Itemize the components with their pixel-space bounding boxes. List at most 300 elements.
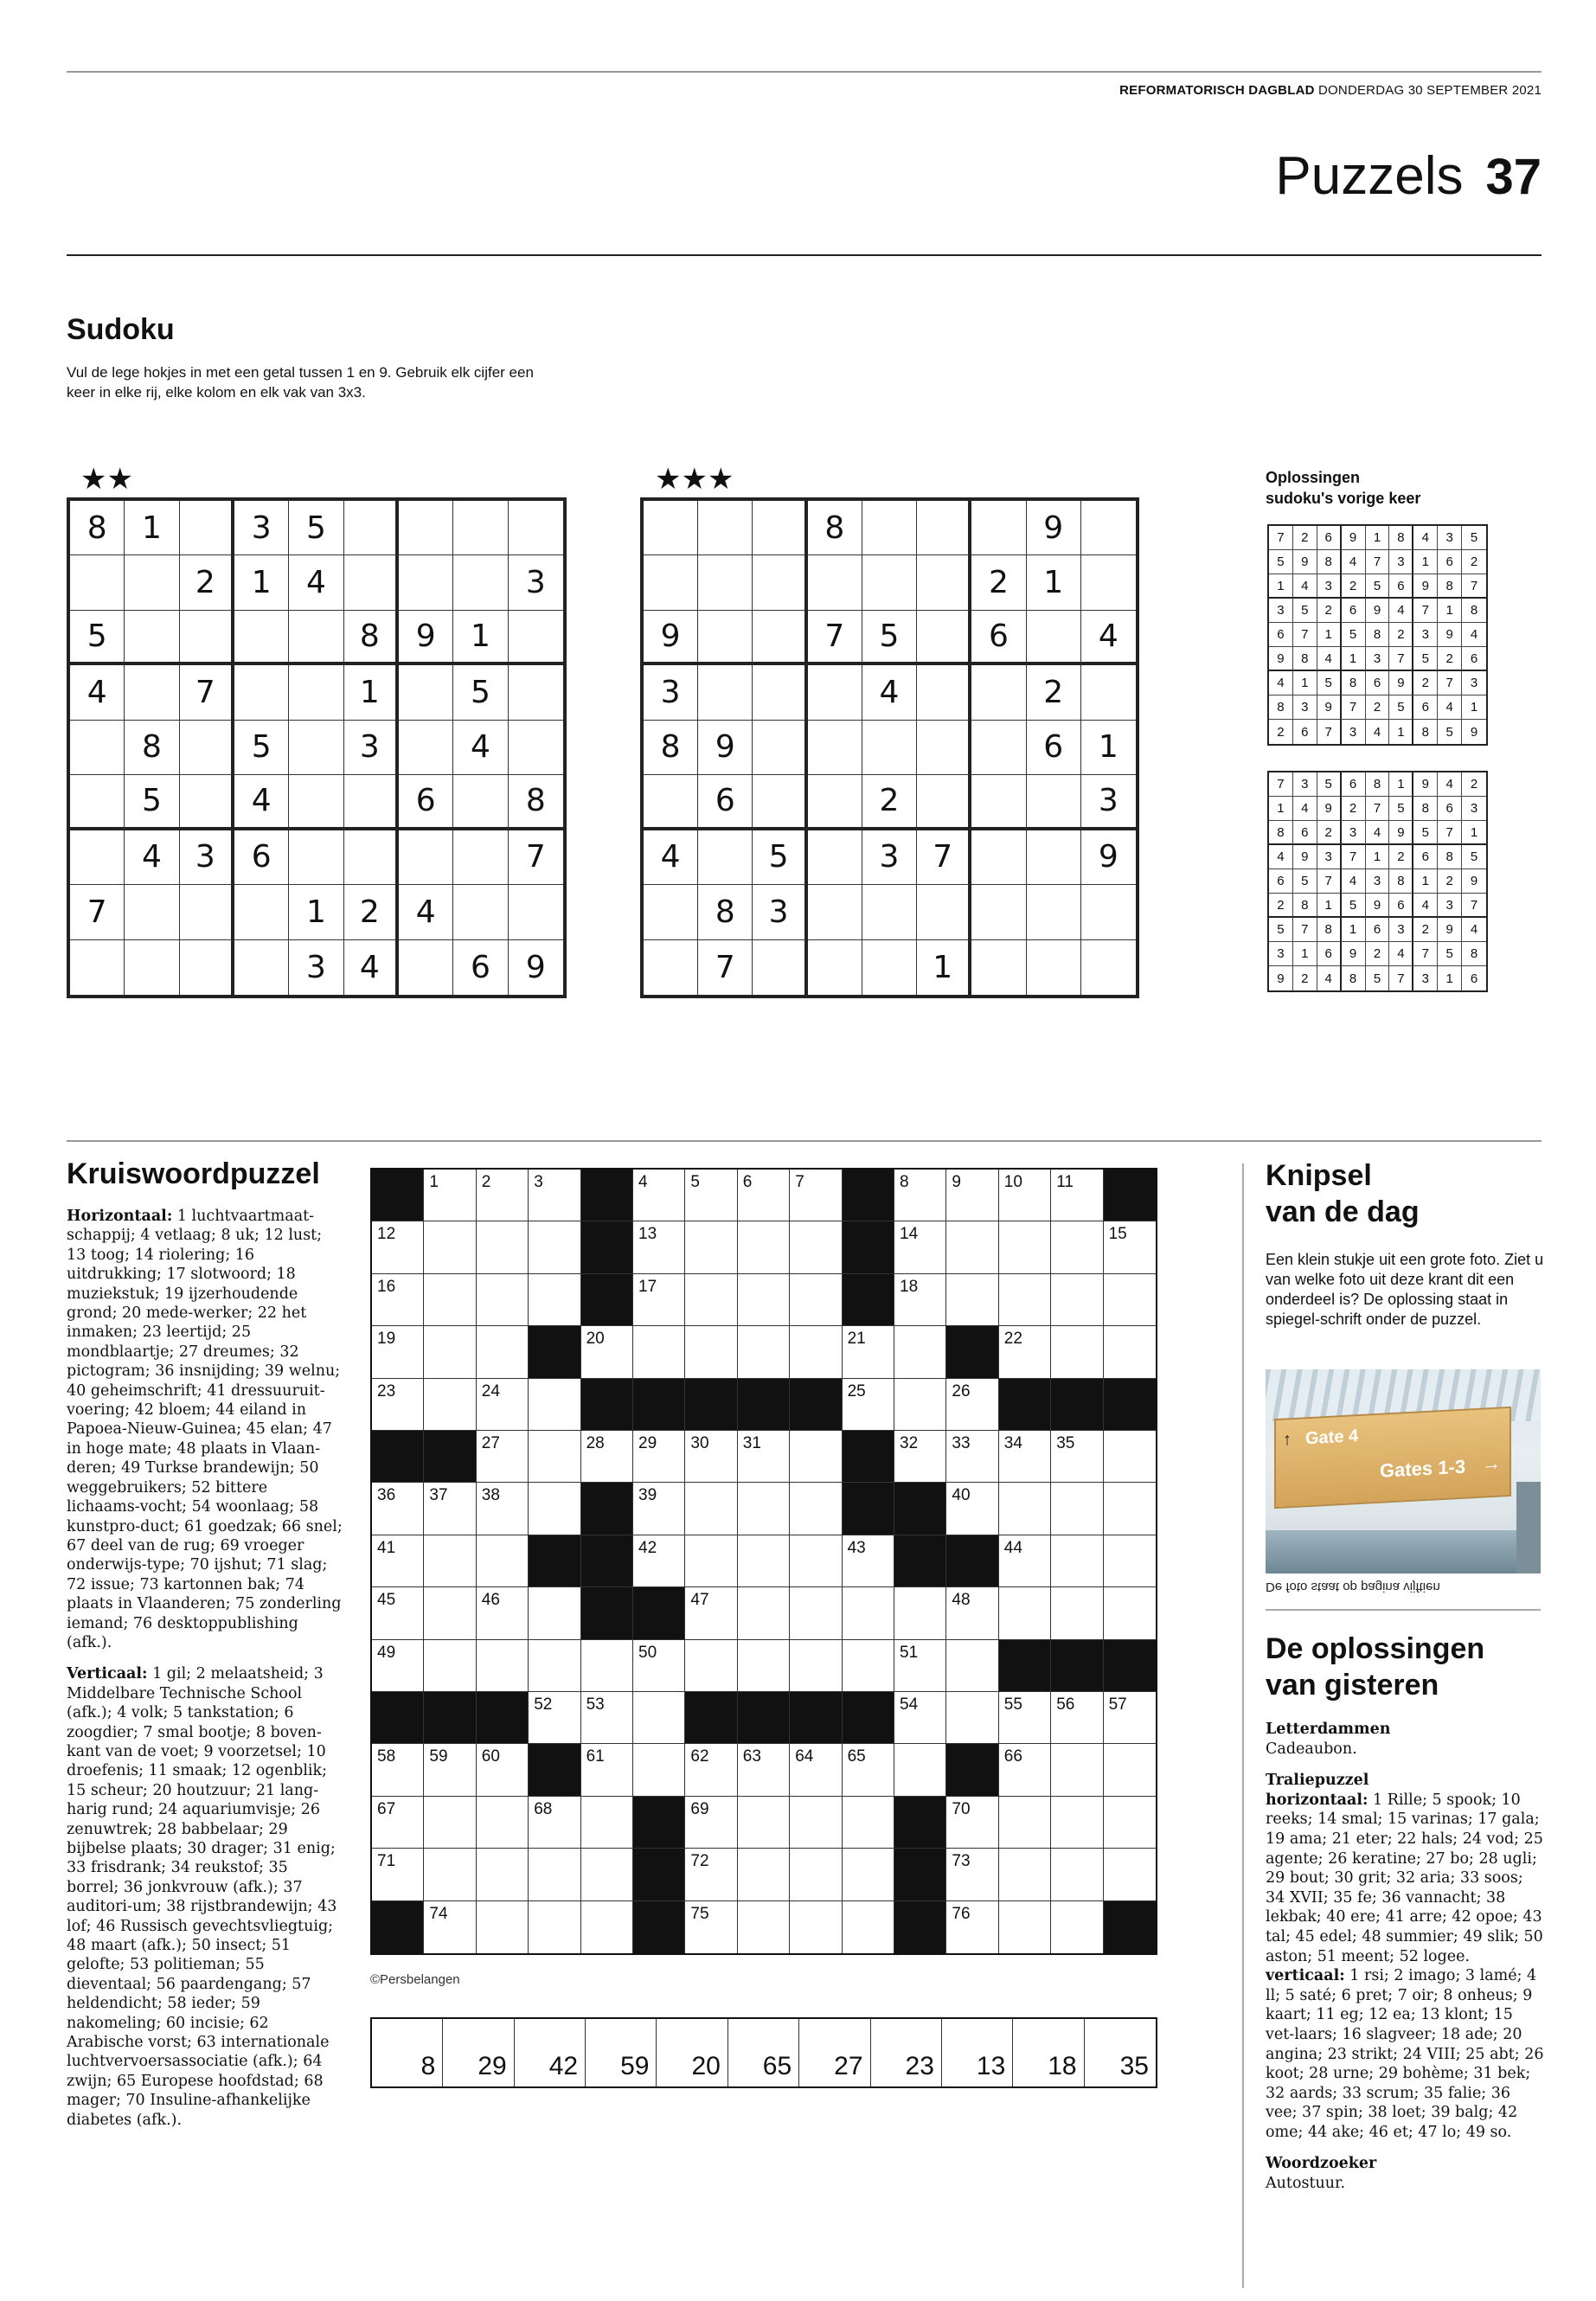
crossword-cell[interactable]: [477, 1170, 529, 1221]
crossword-cell[interactable]: [372, 1274, 424, 1326]
sudoku-easy-cell[interactable]: [125, 665, 179, 720]
crossword-cell[interactable]: [581, 1431, 633, 1483]
sudoku-easy-cell[interactable]: [399, 721, 453, 775]
sudoku-hard-cell[interactable]: [971, 665, 1026, 720]
crossword-cell[interactable]: [424, 1744, 476, 1796]
crossword-cell[interactable]: [738, 1797, 790, 1849]
sudoku-hard-cell[interactable]: [1081, 940, 1136, 995]
crossword-cell[interactable]: [946, 1221, 998, 1273]
crossword-cell[interactable]: [477, 1744, 529, 1796]
solution-letter-cell[interactable]: 35: [1119, 2052, 1149, 2080]
crossword-cell[interactable]: [581, 1849, 633, 1900]
solution-letter-cell[interactable]: 27: [799, 2019, 870, 2086]
crossword-cell[interactable]: [685, 1431, 737, 1483]
crossword-cell[interactable]: [738, 1170, 790, 1221]
crossword-cell[interactable]: [843, 1326, 894, 1378]
sudoku-hard-cell: 4: [1081, 611, 1136, 665]
sudoku-easy-cell[interactable]: [234, 940, 289, 995]
sudoku-easy-cell[interactable]: [344, 501, 399, 555]
crossword-cell[interactable]: [477, 1587, 529, 1639]
sudoku-hard-cell[interactable]: [753, 501, 807, 555]
sudoku-hard-cell[interactable]: [971, 940, 1026, 995]
sudoku-hard-cell[interactable]: [971, 830, 1026, 885]
sudoku-easy-cell[interactable]: [70, 555, 125, 610]
crossword-cell[interactable]: [477, 1431, 529, 1483]
sudoku-easy-cell[interactable]: [125, 885, 179, 939]
sudoku-hard-cell[interactable]: [971, 501, 1026, 555]
crossword-cell[interactable]: [685, 1901, 737, 1953]
crossword-cell[interactable]: [633, 1326, 685, 1378]
sudoku-easy-cell[interactable]: [399, 830, 453, 885]
crossword-cell[interactable]: [529, 1692, 580, 1744]
crossword-cell[interactable]: [372, 1849, 424, 1900]
crossword-cell[interactable]: [894, 1640, 946, 1692]
crossword-cell[interactable]: [1051, 1849, 1103, 1900]
crossword-cell[interactable]: [946, 1483, 998, 1535]
crossword-cell[interactable]: [738, 1221, 790, 1273]
sudoku-hard-cell[interactable]: [644, 775, 698, 830]
crossword-cell[interactable]: [894, 1744, 946, 1796]
crossword-cell[interactable]: [790, 1535, 842, 1587]
crossword-cell[interactable]: [424, 1379, 476, 1431]
sudoku-hard-cell[interactable]: [644, 501, 698, 555]
crossword-cell[interactable]: [843, 1535, 894, 1587]
sudoku-easy-cell: 1: [344, 665, 399, 720]
sudoku-hard-cell[interactable]: [862, 501, 917, 555]
sudoku-easy-cell[interactable]: [509, 501, 563, 555]
crossword-cell[interactable]: [843, 1640, 894, 1692]
sudoku-hard-cell[interactable]: [1027, 885, 1081, 939]
crossword-cell[interactable]: [790, 1170, 842, 1221]
clue-number: 69: [690, 1799, 709, 1818]
crossword-cell[interactable]: [685, 1744, 737, 1796]
crossword-cell[interactable]: [424, 1170, 476, 1221]
solution2-cell: 3: [1389, 918, 1413, 942]
crossword-cell[interactable]: [738, 1587, 790, 1639]
sudoku-easy-cell[interactable]: [399, 940, 453, 995]
sudoku-easy-cell[interactable]: [234, 611, 289, 665]
crossword-cell[interactable]: [424, 1797, 476, 1849]
crossword-cell[interactable]: [685, 1640, 737, 1692]
crossword-cell[interactable]: [894, 1326, 946, 1378]
crossword-cell[interactable]: [1104, 1274, 1156, 1326]
crossword-cell[interactable]: [1051, 1221, 1103, 1273]
sudoku-hard-cell[interactable]: [808, 555, 862, 610]
sudoku-hard-cell[interactable]: [808, 665, 862, 720]
crossword-cell[interactable]: [946, 1901, 998, 1953]
crossword-cell[interactable]: [477, 1901, 529, 1953]
sudoku-hard-cell[interactable]: [862, 885, 917, 939]
crossword-cell[interactable]: [1051, 1797, 1103, 1849]
crossword-cell[interactable]: [946, 1431, 998, 1483]
crossword-cell[interactable]: [738, 1274, 790, 1326]
crossword-cell[interactable]: [946, 1692, 998, 1744]
crossword-cell[interactable]: [372, 1483, 424, 1535]
sign-gates13: Gates 1-3: [1380, 1455, 1466, 1482]
sudoku-hard-cell[interactable]: [917, 665, 971, 720]
sudoku-easy-cell[interactable]: [70, 775, 125, 830]
sudoku-hard-cell[interactable]: [1081, 665, 1136, 720]
crossword-cell[interactable]: [581, 1326, 633, 1378]
sudoku-easy-cell[interactable]: [509, 665, 563, 720]
sudoku-hard-cell[interactable]: [753, 665, 807, 720]
crossword-cell[interactable]: [790, 1797, 842, 1849]
sudoku-easy-cell[interactable]: [289, 775, 343, 830]
sudoku-hard-cell[interactable]: [862, 721, 917, 775]
sudoku-hard-cell[interactable]: [1081, 501, 1136, 555]
crossword-cell[interactable]: [738, 1431, 790, 1483]
crossword-cell[interactable]: [738, 1640, 790, 1692]
crossword-cell[interactable]: [790, 1587, 842, 1639]
crossword-cell[interactable]: [946, 1587, 998, 1639]
solution-letter-cell[interactable]: 20: [657, 2019, 727, 2086]
crossword-cell[interactable]: [946, 1849, 998, 1900]
solution-letter-cell[interactable]: 59: [586, 2019, 657, 2086]
sudoku-hard-cell[interactable]: [753, 721, 807, 775]
crossword-cell[interactable]: [372, 1535, 424, 1587]
crossword-cell[interactable]: [685, 1221, 737, 1273]
crossword-cell[interactable]: [424, 1483, 476, 1535]
crossword-cell[interactable]: [685, 1483, 737, 1535]
sudoku-easy-cell[interactable]: [70, 830, 125, 885]
crossword-cell[interactable]: [424, 1326, 476, 1378]
crossword-cell[interactable]: [424, 1221, 476, 1273]
sudoku-easy-cell[interactable]: [180, 775, 234, 830]
crossword-cell[interactable]: [843, 1379, 894, 1431]
crossword-cell[interactable]: [529, 1379, 580, 1431]
crossword-cell[interactable]: [894, 1274, 946, 1326]
solution2-cell: 6: [1438, 797, 1462, 821]
crossword-cell[interactable]: [1104, 1587, 1156, 1639]
sudoku-easy-cell[interactable]: [344, 830, 399, 885]
sudoku-hard-cell[interactable]: [971, 775, 1026, 830]
sudoku-hard-cell[interactable]: [698, 555, 753, 610]
crossword-cell[interactable]: [790, 1640, 842, 1692]
sudoku-easy-cell[interactable]: [509, 721, 563, 775]
crossword-cell[interactable]: [1104, 1797, 1156, 1849]
crossword-cell[interactable]: [581, 1744, 633, 1796]
crossword-cell[interactable]: [999, 1535, 1051, 1587]
crossword-cell[interactable]: [424, 1274, 476, 1326]
sudoku-easy-cell[interactable]: [125, 940, 179, 995]
crossword-cell[interactable]: [1104, 1535, 1156, 1587]
crossword-cell[interactable]: [790, 1274, 842, 1326]
crossword-cell[interactable]: [946, 1274, 998, 1326]
solution-letter-cell[interactable]: 18: [1013, 2019, 1084, 2086]
crossword-cell[interactable]: [477, 1849, 529, 1900]
solution-letter-cell[interactable]: 13: [942, 2019, 1013, 2086]
crossword-cell[interactable]: [685, 1170, 737, 1221]
sudoku-hard-cell[interactable]: [753, 775, 807, 830]
sudoku-easy-cell[interactable]: [180, 940, 234, 995]
crossword-cell[interactable]: [477, 1274, 529, 1326]
sudoku-hard-cell[interactable]: [698, 611, 753, 665]
sudoku-hard-cell[interactable]: [808, 940, 862, 995]
crossword-cell[interactable]: [999, 1797, 1051, 1849]
sudoku-hard-cell[interactable]: [1027, 775, 1081, 830]
sudoku-hard-cell[interactable]: [917, 775, 971, 830]
crossword-cell[interactable]: [1104, 1849, 1156, 1900]
sudoku-hard-cell[interactable]: [917, 555, 971, 610]
sudoku-easy-cell[interactable]: [453, 555, 508, 610]
crossword-cell[interactable]: [372, 1587, 424, 1639]
crossword-cell[interactable]: [529, 1431, 580, 1483]
crossword-cell[interactable]: [738, 1744, 790, 1796]
solution-letter-cell[interactable]: 29: [443, 2019, 514, 2086]
sudoku-easy-cell[interactable]: [289, 830, 343, 885]
sudoku-hard-cell[interactable]: [698, 830, 753, 885]
sudoku-hard-cell[interactable]: [1027, 611, 1081, 665]
crossword-cell[interactable]: [633, 1274, 685, 1326]
sudoku-easy-cell[interactable]: [344, 555, 399, 610]
sudoku-easy-cell[interactable]: [70, 940, 125, 995]
crossword-cell[interactable]: [633, 1431, 685, 1483]
crossword-cell[interactable]: [424, 1849, 476, 1900]
crossword-cell[interactable]: [1051, 1535, 1103, 1587]
crossword-cell[interactable]: [529, 1221, 580, 1273]
crossword-cell[interactable]: [529, 1640, 580, 1692]
crossword-cell[interactable]: [372, 1326, 424, 1378]
crossword-cell[interactable]: [999, 1849, 1051, 1900]
crossword-cell[interactable]: [790, 1483, 842, 1535]
crossword-cell[interactable]: [1104, 1221, 1156, 1273]
crossword-cell[interactable]: [894, 1587, 946, 1639]
sudoku-hard-cell[interactable]: [1027, 830, 1081, 885]
knipsel-title: [1266, 1157, 1420, 1230]
crossword-cell[interactable]: [1104, 1326, 1156, 1378]
crossword-cell[interactable]: [999, 1221, 1051, 1273]
crossword-cell[interactable]: [424, 1640, 476, 1692]
sudoku-hard-cell[interactable]: [644, 885, 698, 939]
solution-letter-cell[interactable]: 8: [372, 2019, 443, 2086]
crossword-cell[interactable]: [738, 1535, 790, 1587]
sudoku-easy-cell[interactable]: [180, 885, 234, 939]
sudoku-easy-cell[interactable]: [453, 885, 508, 939]
sudoku-grid-hard: [640, 497, 1139, 998]
crossword-cell[interactable]: [843, 1744, 894, 1796]
crossword-cell[interactable]: [685, 1797, 737, 1849]
sudoku-easy-cell[interactable]: [509, 885, 563, 939]
sudoku-hard-cell[interactable]: [917, 501, 971, 555]
crossword-cell[interactable]: [790, 1221, 842, 1273]
crossword-cell[interactable]: [1051, 1901, 1103, 1953]
crossword-cell[interactable]: [738, 1849, 790, 1900]
sudoku-hard-cell[interactable]: [753, 611, 807, 665]
crossword-cell[interactable]: [477, 1797, 529, 1849]
crossword-cell[interactable]: [999, 1274, 1051, 1326]
crossword-cell[interactable]: [1051, 1483, 1103, 1535]
sudoku-hard-cell[interactable]: [808, 885, 862, 939]
crossword-cell[interactable]: [738, 1326, 790, 1378]
crossword-cell[interactable]: [581, 1901, 633, 1953]
crossword-black-cell: [633, 1797, 685, 1849]
sudoku-hard-cell[interactable]: [971, 721, 1026, 775]
sudoku-easy-cell[interactable]: [289, 665, 343, 720]
crossword-cell[interactable]: [894, 1221, 946, 1273]
sign-arrow-up-icon: ↑: [1283, 1430, 1292, 1450]
crossword-cell[interactable]: [529, 1797, 580, 1849]
crossword-cell[interactable]: [477, 1379, 529, 1431]
crossword-cell[interactable]: [946, 1797, 998, 1849]
sudoku-easy-cell[interactable]: [344, 775, 399, 830]
sudoku-hard-cell[interactable]: [808, 721, 862, 775]
sudoku-easy-cell[interactable]: [289, 721, 343, 775]
sudoku-easy-cell[interactable]: [453, 830, 508, 885]
crossword-cell[interactable]: [424, 1587, 476, 1639]
crossword-cell[interactable]: [946, 1379, 998, 1431]
crossword-cell[interactable]: [843, 1849, 894, 1900]
crossword-cell[interactable]: [477, 1326, 529, 1378]
solution-letter-cell[interactable]: 65: [728, 2019, 799, 2086]
crossword-cell[interactable]: [894, 1431, 946, 1483]
crossword-cell[interactable]: [1051, 1587, 1103, 1639]
crossword-cell[interactable]: [372, 1640, 424, 1692]
crossword-cell[interactable]: [424, 1535, 476, 1587]
crossword-cell[interactable]: [790, 1326, 842, 1378]
solution-letter-cell[interactable]: 23: [871, 2019, 942, 2086]
crossword-cell[interactable]: [790, 1901, 842, 1953]
crossword-cell[interactable]: [1104, 1692, 1156, 1744]
crossword-cell[interactable]: [685, 1849, 737, 1900]
sudoku-hard-cell[interactable]: [862, 555, 917, 610]
crossword-cell[interactable]: [1051, 1431, 1103, 1483]
crossword-cell[interactable]: [843, 1901, 894, 1953]
crossword-cell[interactable]: [999, 1692, 1051, 1744]
crossword-cell[interactable]: [999, 1170, 1051, 1221]
crossword-cell[interactable]: [1104, 1431, 1156, 1483]
sudoku-hard-cell[interactable]: [1081, 555, 1136, 610]
sudoku-easy-cell[interactable]: [399, 665, 453, 720]
crossword-cell[interactable]: [529, 1849, 580, 1900]
sudoku-hard-cell[interactable]: [644, 940, 698, 995]
crossword-cell[interactable]: [633, 1535, 685, 1587]
crossword-cell[interactable]: [894, 1379, 946, 1431]
crossword-cell[interactable]: [999, 1431, 1051, 1483]
crossword-cell[interactable]: [685, 1535, 737, 1587]
sudoku-hard-cell[interactable]: [917, 721, 971, 775]
crossword-cell[interactable]: [1051, 1274, 1103, 1326]
crossword-cell[interactable]: [999, 1901, 1051, 1953]
sudoku-easy-cell[interactable]: [289, 611, 343, 665]
crossword-cell[interactable]: [790, 1744, 842, 1796]
sudoku-hard-cell[interactable]: [1027, 940, 1081, 995]
crossword-cell[interactable]: [1104, 1483, 1156, 1535]
sudoku-easy-cell[interactable]: [125, 555, 179, 610]
sudoku-hard-cell[interactable]: [1081, 885, 1136, 939]
sudoku-hard-cell[interactable]: [808, 775, 862, 830]
sudoku-hard-cell[interactable]: [917, 611, 971, 665]
crossword-cell[interactable]: [685, 1587, 737, 1639]
sudoku-hard-cell[interactable]: [862, 940, 917, 995]
crossword-cell[interactable]: [685, 1326, 737, 1378]
sudoku-easy-cell[interactable]: [125, 611, 179, 665]
crossword-cell[interactable]: [894, 1692, 946, 1744]
sudoku-hard-cell[interactable]: [753, 555, 807, 610]
crossword-cell[interactable]: [999, 1587, 1051, 1639]
crossword-cell[interactable]: [477, 1483, 529, 1535]
crossword-cell[interactable]: [581, 1797, 633, 1849]
crossword-cell[interactable]: [633, 1483, 685, 1535]
solution1-cell: 8: [1269, 695, 1293, 720]
crossword-cell[interactable]: [372, 1379, 424, 1431]
crossword-cell[interactable]: [946, 1640, 998, 1692]
sudoku-easy-cell[interactable]: [180, 501, 234, 555]
crossword-cell[interactable]: [529, 1274, 580, 1326]
sudoku-easy-cell[interactable]: [70, 721, 125, 775]
crossword-cell[interactable]: [529, 1483, 580, 1535]
sudoku-easy-cell[interactable]: [180, 721, 234, 775]
sudoku-easy-cell[interactable]: [399, 501, 453, 555]
crossword-cell[interactable]: [1051, 1326, 1103, 1378]
crossword-cell[interactable]: [372, 1744, 424, 1796]
sudoku-easy-cell[interactable]: [399, 555, 453, 610]
crossword-cell[interactable]: [999, 1744, 1051, 1796]
crossword-cell[interactable]: [581, 1640, 633, 1692]
crossword-cell[interactable]: [633, 1640, 685, 1692]
crossword-cell[interactable]: [1051, 1744, 1103, 1796]
sudoku-hard-cell[interactable]: [917, 885, 971, 939]
crossword-cell[interactable]: [633, 1221, 685, 1273]
crossword-cell[interactable]: [843, 1587, 894, 1639]
sudoku-easy-cell[interactable]: [453, 501, 508, 555]
clue-number: 5: [690, 1173, 700, 1191]
crossword-cell[interactable]: [372, 1221, 424, 1273]
solution2-cell: 3: [1462, 797, 1486, 821]
crossword-cell[interactable]: [1104, 1744, 1156, 1796]
sudoku-easy-cell[interactable]: [180, 611, 234, 665]
crossword-cell[interactable]: [894, 1170, 946, 1221]
crossword-cell[interactable]: [946, 1170, 998, 1221]
crossword-cell[interactable]: [1051, 1692, 1103, 1744]
crossword-cell[interactable]: [999, 1483, 1051, 1535]
sudoku-easy-cell[interactable]: [234, 885, 289, 939]
sudoku-hard-cell[interactable]: [644, 555, 698, 610]
clue-number: 14: [900, 1225, 919, 1244]
crossword-cell[interactable]: [529, 1170, 580, 1221]
sudoku-easy-cell[interactable]: [453, 775, 508, 830]
sudoku-hard-cell[interactable]: [971, 885, 1026, 939]
crossword-cell[interactable]: [1051, 1170, 1103, 1221]
sudoku-easy-cell[interactable]: [509, 611, 563, 665]
crossword-cell[interactable]: [843, 1797, 894, 1849]
crossword-cell[interactable]: [738, 1901, 790, 1953]
crossword-cell[interactable]: [633, 1170, 685, 1221]
sudoku-hard-cell[interactable]: [753, 940, 807, 995]
crossword-cell[interactable]: [581, 1692, 633, 1744]
crossword-cell[interactable]: [633, 1692, 685, 1744]
crossword-cell[interactable]: [685, 1274, 737, 1326]
crossword-cell[interactable]: [372, 1797, 424, 1849]
sudoku-hard-cell[interactable]: [698, 501, 753, 555]
crossword-cell[interactable]: [529, 1587, 580, 1639]
sudoku-hard-cell[interactable]: [808, 830, 862, 885]
crossword-cell[interactable]: [529, 1901, 580, 1953]
crossword-cell[interactable]: [790, 1431, 842, 1483]
crossword-cell[interactable]: [477, 1535, 529, 1587]
crossword-cell[interactable]: [633, 1744, 685, 1796]
crossword-cell[interactable]: [790, 1849, 842, 1900]
crossword-cell[interactable]: [738, 1483, 790, 1535]
crossword-cell[interactable]: [477, 1221, 529, 1273]
crossword-cell[interactable]: [999, 1326, 1051, 1378]
sudoku-easy-cell[interactable]: [234, 665, 289, 720]
solution2-cell: 9: [1317, 797, 1342, 821]
sudoku-hard-cell[interactable]: [698, 665, 753, 720]
crossword-cell[interactable]: [424, 1901, 476, 1953]
crossword-cell[interactable]: [477, 1640, 529, 1692]
solution1-cell: 9: [1317, 695, 1342, 720]
solution-letter-cell[interactable]: 42: [515, 2019, 586, 2086]
